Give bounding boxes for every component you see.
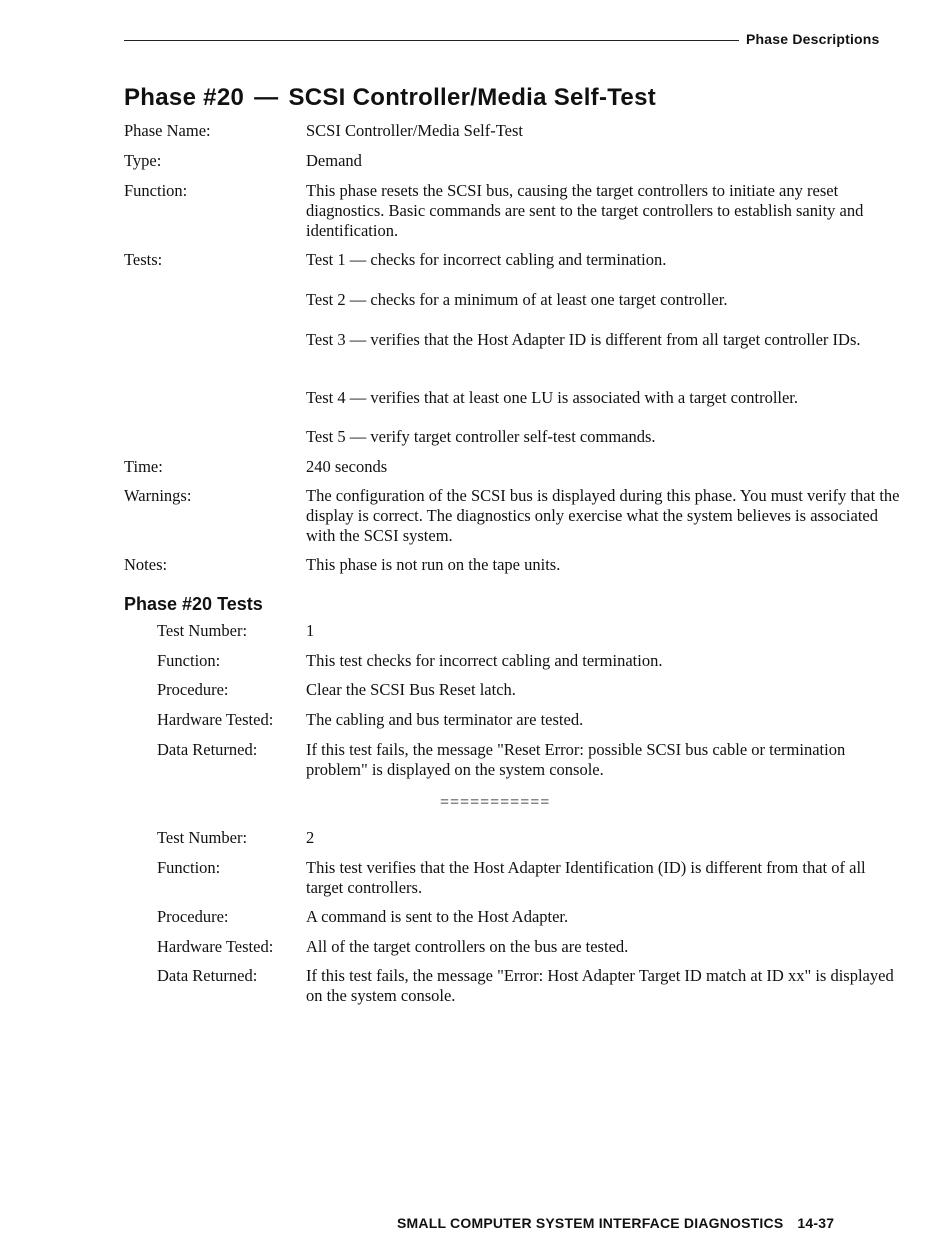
field-label: Procedure:: [157, 680, 229, 699]
field-value: 240 seconds: [306, 457, 388, 476]
section-title: Phase #20 Tests: [124, 594, 263, 614]
field-value: 1: [306, 621, 315, 640]
field-value: This test verifies that the Host Adapter Identification (ID) is different from that of all target controllers.: [306, 858, 866, 897]
field-label: Warnings:: [124, 486, 192, 505]
page-number: 14-37: [797, 1215, 835, 1231]
field-label: Notes:: [124, 555, 168, 574]
field-value: If this test fails, the message "Error: Host Adapter Target ID match at ID xx" is displayed on the system console.: [306, 966, 894, 1005]
field-value: Demand: [306, 151, 362, 170]
field-value: The cabling and bus terminator are tested.: [306, 710, 584, 729]
test-summary: Test 3 — verifies that the Host Adapter ID is different from all target controller IDs.: [306, 330, 861, 349]
field-label: Time:: [124, 457, 163, 476]
phase-title: [124, 84, 656, 112]
field-value: If this test fails, the message "Reset Error: possible SCSI bus cable or termination problem" is displayed on the system console.: [306, 740, 846, 779]
field-label: Function:: [157, 858, 221, 877]
field-label: Hardware Tested:: [157, 710, 274, 729]
field-label: Phase Name:: [124, 121, 211, 140]
field-label: Function:: [124, 181, 188, 200]
field-label: Type:: [124, 151, 162, 170]
field-value: This phase is not run on the tape units.: [306, 555, 561, 574]
header-rule: [124, 40, 739, 41]
test-summary: Test 4 — verifies that at least one LU is associated with a target controller.: [306, 388, 799, 407]
field-value: 2: [306, 828, 315, 847]
field-label: Test Number:: [157, 828, 248, 847]
field-value: This phase resets the SCSI bus, causing the target controllers to initiate any reset diagnostics. Basic commands are sent to the target controllers to establish sanity and identification.: [306, 181, 864, 240]
phase-name-title: SCSI Controller/Media Self-Test: [288, 84, 657, 111]
test-separator: ===========: [440, 794, 551, 811]
phase-number: Phase #20: [124, 84, 245, 111]
running-header: Phase Descriptions: [746, 31, 880, 47]
field-label: Function:: [157, 651, 221, 670]
field-label: Data Returned:: [157, 966, 258, 985]
field-value: SCSI Controller/Media Self-Test: [306, 121, 523, 140]
test-summary: Test 5 — verify target controller self-test commands.: [306, 427, 656, 446]
field-value: Clear the SCSI Bus Reset latch.: [306, 680, 516, 699]
field-value: The configuration of the SCSI bus is displayed during this phase. You must verify that the display is correct. The diagnostics only exercise what the system believes is associated with the SCSI system.: [306, 486, 900, 545]
field-label: Procedure:: [157, 907, 229, 926]
field-value: All of the target controllers on the bus are tested.: [306, 937, 629, 956]
field-label: Tests:: [124, 250, 163, 269]
title-dash: —: [254, 84, 279, 111]
page-footer: [397, 1215, 834, 1231]
test-summary: Test 1 — checks for incorrect cabling and termination.: [306, 250, 667, 269]
field-value: A command is sent to the Host Adapter.: [306, 907, 569, 926]
test-summary: Test 2 — checks for a minimum of at least one target controller.: [306, 290, 728, 309]
field-label: Hardware Tested:: [157, 937, 274, 956]
field-label: Test Number:: [157, 621, 248, 640]
field-label: Data Returned:: [157, 740, 258, 759]
field-value: This test checks for incorrect cabling and termination.: [306, 651, 663, 670]
chapter-title: SMALL COMPUTER SYSTEM INTERFACE DIAGNOSTICS: [397, 1215, 784, 1231]
